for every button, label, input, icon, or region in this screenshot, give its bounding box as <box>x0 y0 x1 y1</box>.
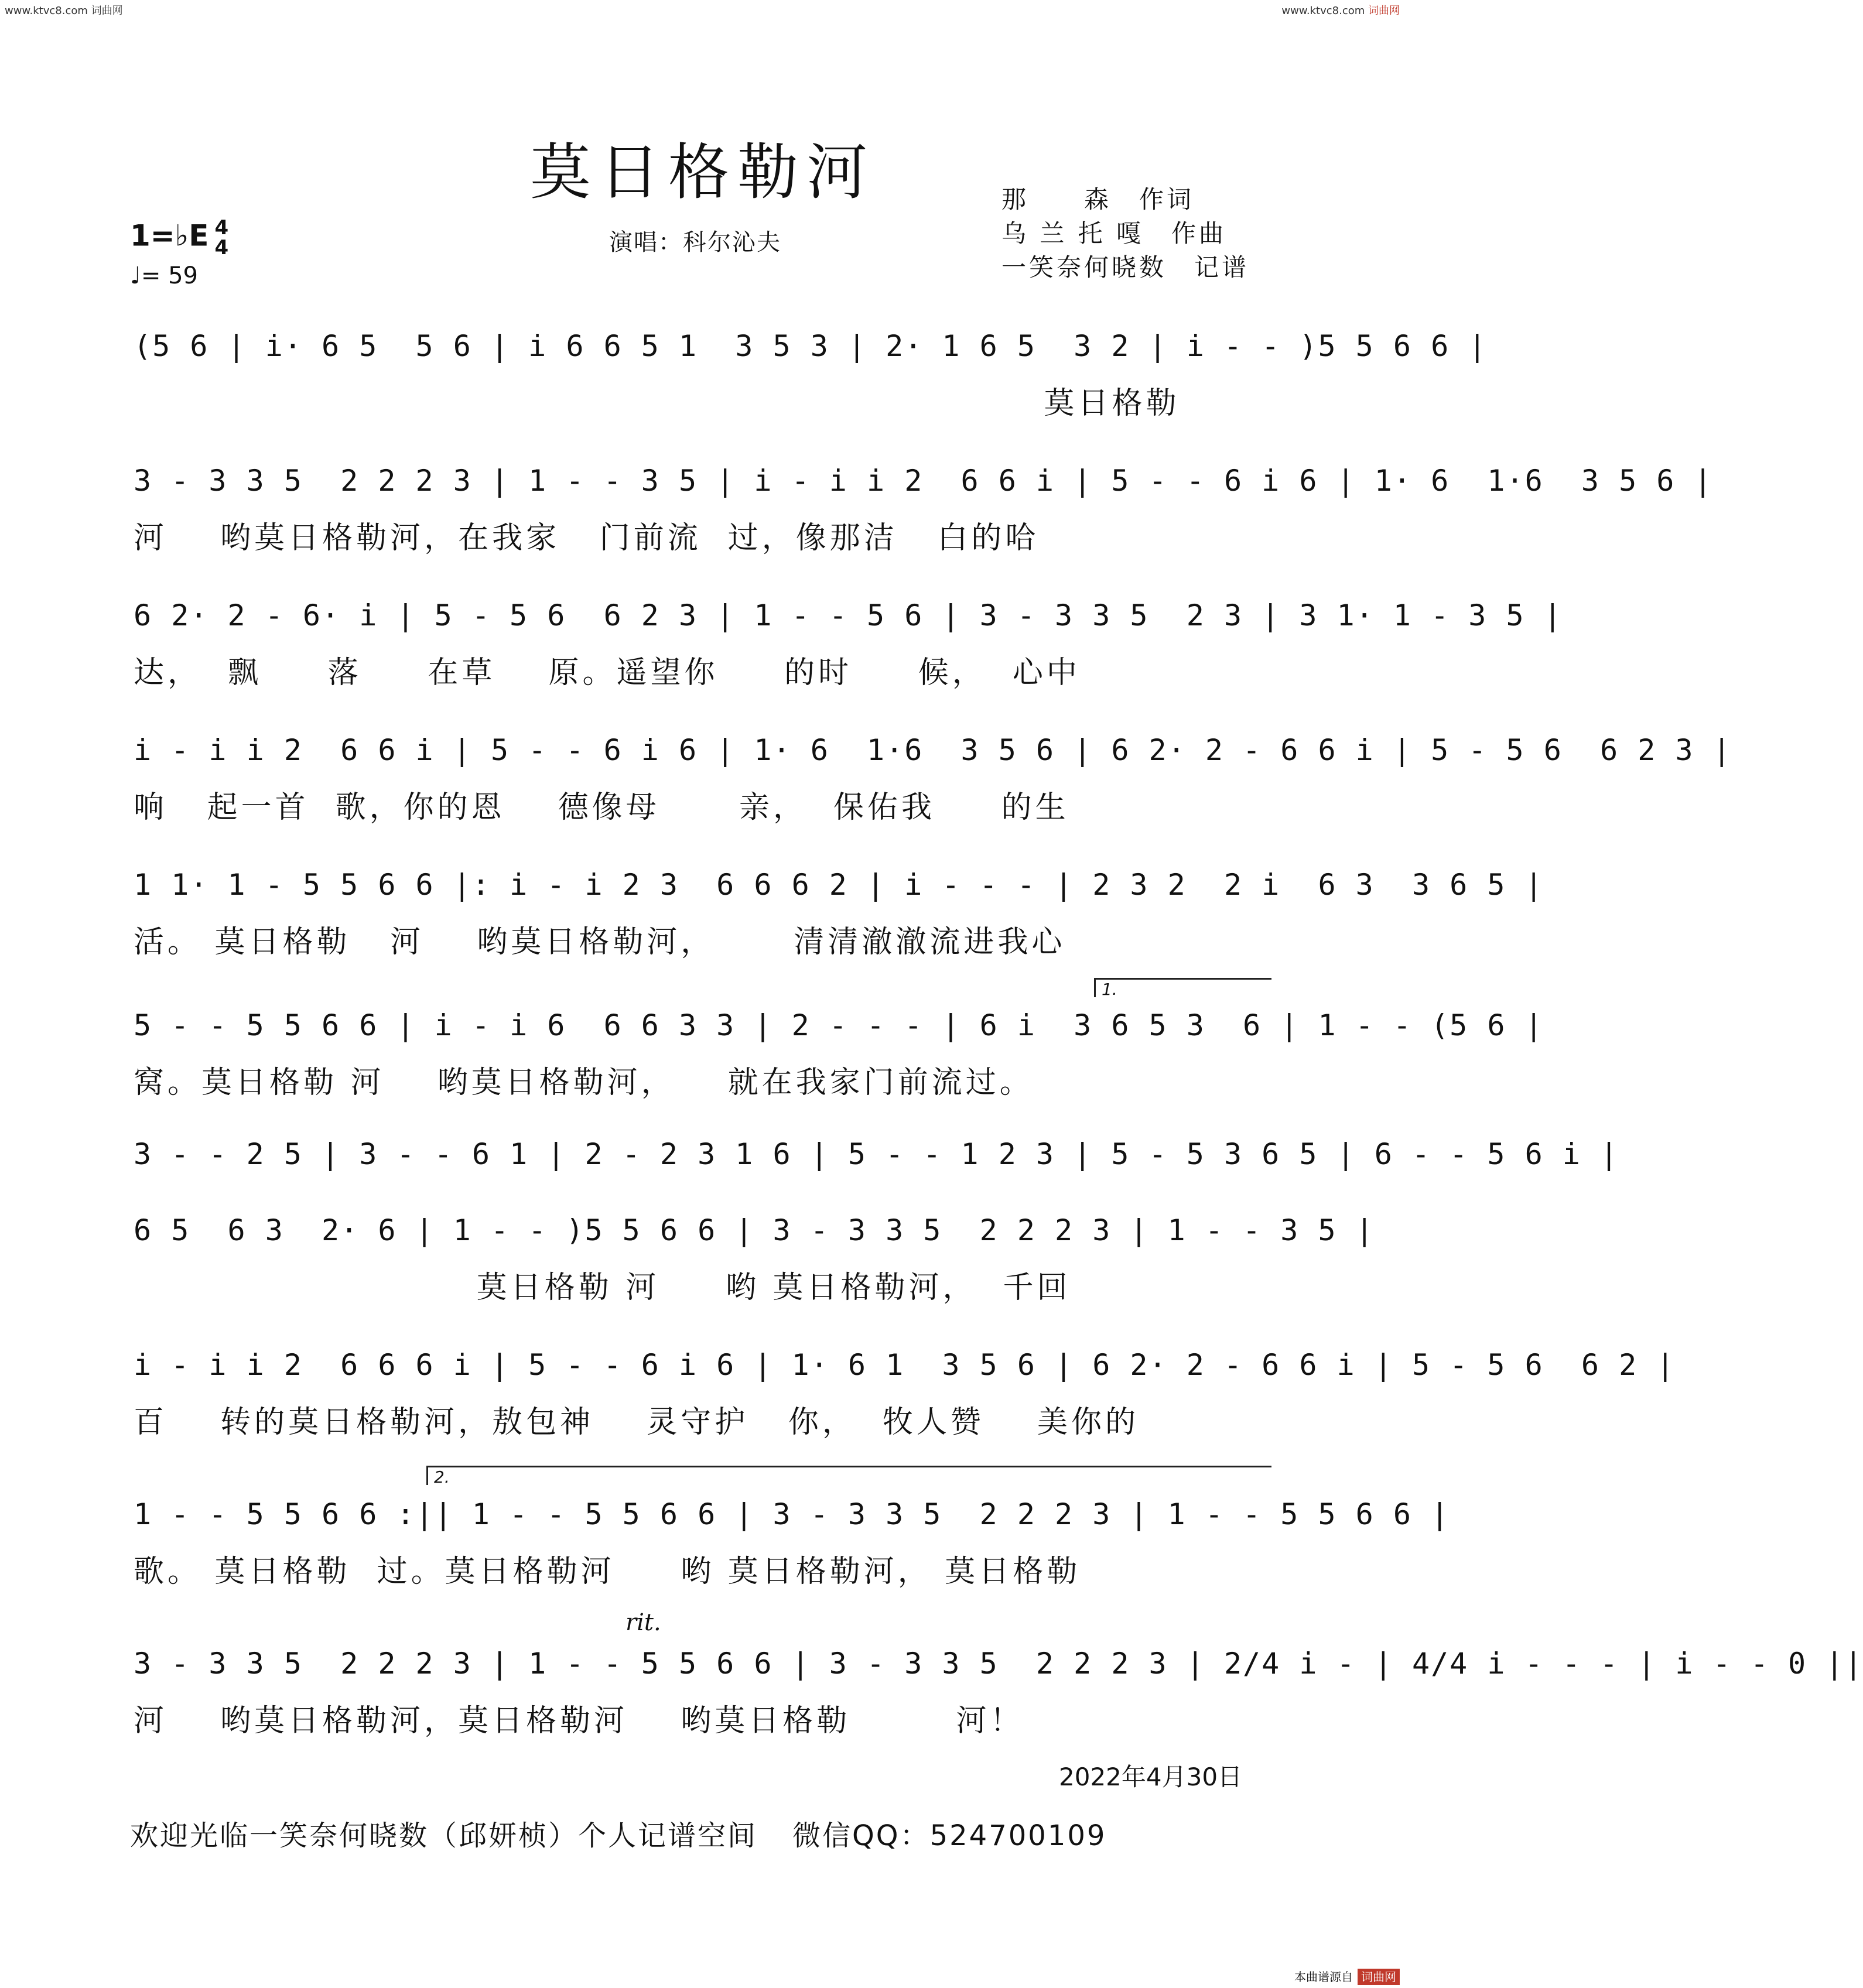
lyrics-line: 河 哟莫日格勒河，莫日格勒河 哟莫日格勒 河！ <box>134 1703 1024 1739</box>
bottom-source-text: 本曲谱源自 <box>1294 1970 1353 1984</box>
score-system-9 <box>134 1341 1676 1443</box>
notation-text: 3 - 3 3 5 2 2 2 3 | 1 - - 3 5 | i - i i 2 6 6 i | 5 - - 6 i 6 | 1· 6 1·6 3 5 6 | <box>134 464 1713 498</box>
lyrics-line: 河 哟莫日格勒河，在我家 门前流 过，像那洁 白的哈 <box>134 521 1040 556</box>
notation-line <box>134 861 1544 909</box>
notation-line <box>134 457 1713 505</box>
lyrics-line: 窝。莫日格勒 河 哟莫日格勒河， 就在我家门前流过。 <box>134 1065 1034 1100</box>
lyrics-line: 歌。 莫日格勒 过。莫日格勒河 哟 莫日格勒河， 莫日格勒 <box>134 1554 1081 1589</box>
score-system-8 <box>134 1206 1375 1308</box>
notation-text: 3 - - 2 5 | 3 - - 6 1 | 2 - 2 3 1 6 | 5 - - 1 2 3 | 5 - 5 3 6 5 | 6 - - 5 6 i | <box>134 1137 1619 1171</box>
score-system-1 <box>134 322 1488 424</box>
lyrics-line: 响 起一首 歌，你的恩 德像母 亲， 保佑我 的生 <box>134 790 1069 825</box>
bottom-source-badge[interactable] <box>1294 1968 1400 1984</box>
credits-block <box>1001 183 1249 285</box>
site-url-top-right[interactable] <box>1281 2 1400 18</box>
second-ending-bracket: 2. <box>426 1466 1271 1485</box>
notation-text: (5 6 | i· 6 5 5 6 | i 6 6 5 1 3 5 3 | 2· 1 6 5 3 2 | i - - )5 5 6 6 | <box>134 329 1488 363</box>
notation-line <box>134 1490 1450 1538</box>
score-system-7 <box>134 1130 1619 1178</box>
lyrics-line: 活。 莫日格勒 河 哟莫日格勒河， 清清澈澈流进我心 <box>134 925 1066 960</box>
lyrics-line: 百 转的莫日格勒河，敖包神 灵守护 你， 牧人赞 美你的 <box>134 1405 1139 1440</box>
score-system-2 <box>134 457 1713 559</box>
time-signature <box>214 218 228 258</box>
notation-line <box>134 1341 1676 1389</box>
notation-text: 5 - - 5 5 6 6 | i - i 6 6 6 3 3 | 2 - - - | 6 i 3 6 5 3 6 | 1 - - (5 6 | <box>134 1008 1544 1042</box>
score-system-11 <box>134 1609 1863 1741</box>
lyricist-credit: 那 森 作词 <box>1001 185 1195 214</box>
notation-text: 6 2· 2 - 6· i | 5 - 5 6 6 2 3 | 1 - - 5 6 | 3 - 3 3 5 2 3 | 3 1· 1 - 3 5 | <box>134 598 1563 632</box>
site-brand: 词曲网 <box>1368 5 1400 17</box>
footer-contact: 微信QQ：524700109 <box>792 1819 1107 1852</box>
score-system-3 <box>134 591 1563 693</box>
composer-credit: 乌 兰 托 嘎 作曲 <box>1001 219 1227 248</box>
notation-text: 1 1· 1 - 5 5 6 6 |: i - i 2 3 6 6 6 2 | i - - - | 2 3 2 2 i 6 3 3 6 5 | <box>134 868 1544 902</box>
notation-line <box>134 1001 1544 1049</box>
score-system-5 <box>134 861 1544 963</box>
notation-text: i - i i 2 6 6 i | 5 - - 6 i 6 | 1· 6 1·6 3 5 6 | 6 2· 2 - 6 6 i | 5 - 5 6 6 2 3 | <box>134 733 1732 767</box>
lyrics-line: 达， 飘 落 在草 原。遥望你 的时 候， 心中 <box>134 655 1081 690</box>
footer-welcome: 欢迎光临一笑奈何晓数（邱妍桢）个人记谱空间 <box>130 1819 758 1852</box>
score-system-6 <box>134 980 1544 1103</box>
lyrics-line: 莫日格勒 河 哟 莫日格勒河， 千回 <box>134 1270 1071 1305</box>
notation-line <box>134 1130 1619 1178</box>
lyrics-line: 莫日格勒 <box>134 386 1180 421</box>
first-ending-bracket: 1. <box>1094 978 1271 997</box>
notation-text: 3 - 3 3 5 2 2 2 3 | 1 - - 5 5 6 6 | 3 - 3 3 5 2 2 2 3 | 2/4 i - | 4/4 i - - - | i - - 0 || <box>134 1647 1863 1681</box>
site-url-text: www.ktvc8.com <box>1281 5 1365 17</box>
footer-note <box>130 1813 1106 1853</box>
notation-text: 6 5 6 3 2· 6 | 1 - - )5 5 6 6 | 3 - 3 3 5 2 2 2 3 | 1 - - 3 5 | <box>134 1213 1375 1247</box>
key-label: 1=♭E <box>130 218 209 253</box>
time-numerator: 4 <box>214 216 229 239</box>
singer-credit: 演唱：科尔沁夫 <box>609 229 781 256</box>
site-url-top-left[interactable]: www.ktvc8.com 词曲网 <box>5 5 123 17</box>
key-signature <box>130 218 228 258</box>
ritardando-marking: rit. <box>625 1609 661 1636</box>
notation-line <box>134 726 1732 774</box>
transcription-date: 2022年4月30日 <box>1059 1763 1243 1791</box>
song-title: 莫日格勒河 <box>529 136 876 208</box>
tempo-marking: ♩= 59 <box>130 262 198 289</box>
score-system-4 <box>134 726 1732 828</box>
notation-line <box>134 322 1488 370</box>
notation-line <box>134 1206 1375 1254</box>
notation-text: i - i i 2 6 6 6 i | 5 - - 6 i 6 | 1· 6 1 3 5 6 | 6 2· 2 - 6 6 i | 5 - 5 6 6 2 | <box>134 1348 1676 1382</box>
notation-text: 1 - - 5 5 6 6 :|| 1 - - 5 5 6 6 | 3 - 3 3 5 2 2 2 3 | 1 - - 5 5 6 6 | <box>134 1497 1450 1531</box>
time-denominator: 4 <box>214 236 229 259</box>
bottom-source-tag: 词曲网 <box>1358 1969 1400 1985</box>
notation-line <box>134 591 1563 639</box>
notation-line <box>134 1640 1863 1688</box>
transcriber-credit: 一笑奈何晓数 记谱 <box>1001 253 1250 282</box>
score-system-10 <box>134 1467 1450 1592</box>
